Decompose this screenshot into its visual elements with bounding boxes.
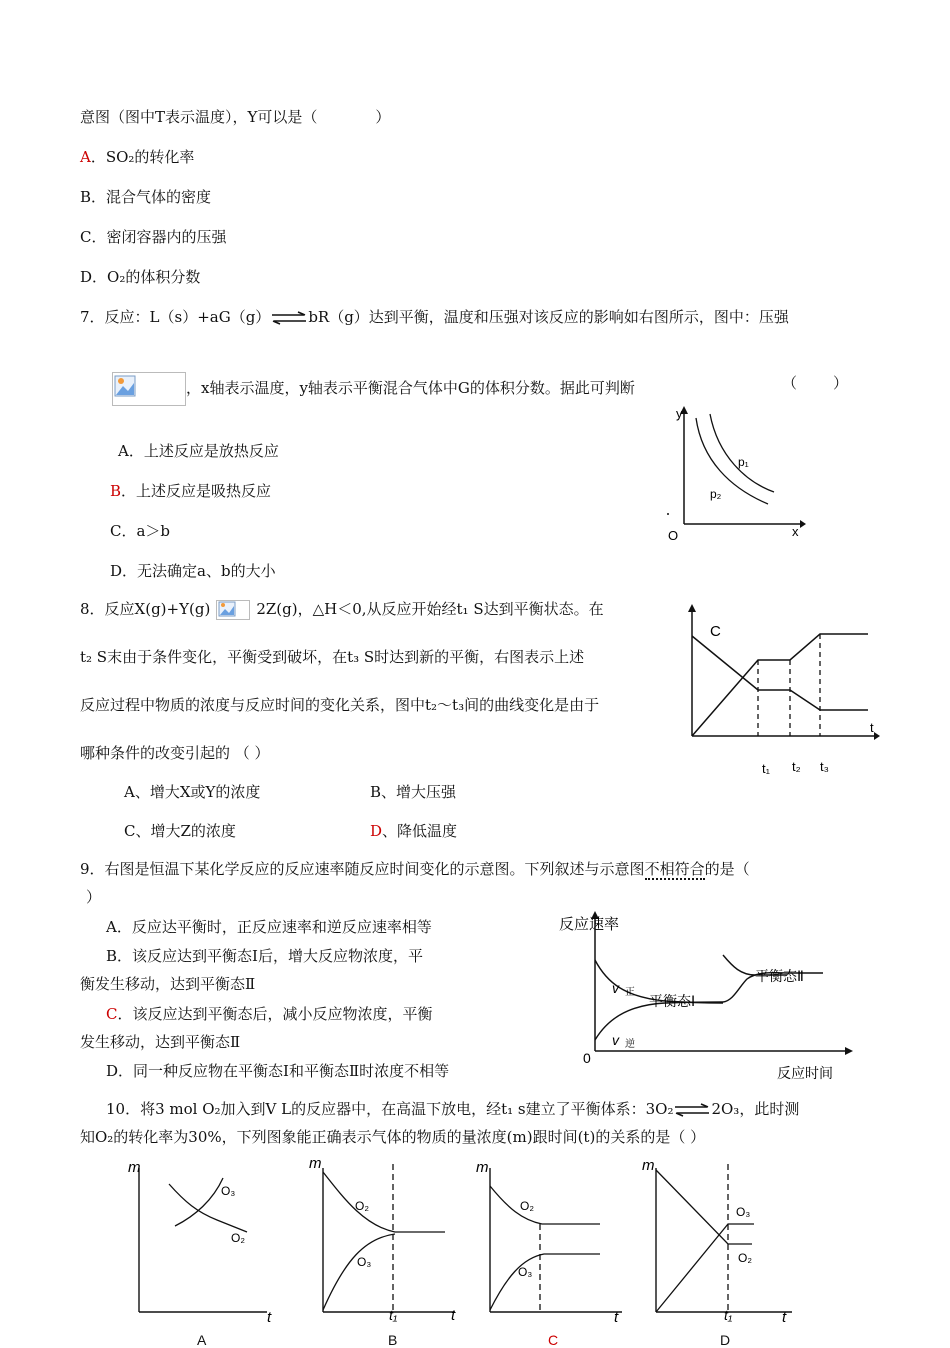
q10-b-y-label: m xyxy=(309,1155,322,1172)
q8-t1-label: t₁ xyxy=(762,761,770,776)
q10-graph-a[interactable] xyxy=(125,1150,275,1334)
q10-d-series-1: O₃ xyxy=(736,1205,751,1219)
q10-a-y-label: m xyxy=(128,1159,141,1176)
q9-v-reverse-sub: 逆 xyxy=(625,1039,635,1050)
q10-b-x-label: t xyxy=(451,1307,456,1324)
q10-c-x-label: t xyxy=(614,1309,619,1326)
q9-y-label xyxy=(559,915,619,933)
q10-d-y-label: m xyxy=(642,1157,655,1174)
q7-answer-bracket: （ ） xyxy=(782,374,849,392)
q10-c-series-2: O₃ xyxy=(518,1265,533,1279)
q10-graph-c-letter: C xyxy=(548,1332,559,1348)
q10-graph-b-letter: B xyxy=(388,1332,398,1348)
q6-option-d[interactable]: D．O₂的体积分数 xyxy=(80,268,201,286)
q8-stem-4: 哪种条件的改变引起的 （ ） xyxy=(80,744,270,762)
q6-option-c[interactable]: C．密闭容器内的压强 xyxy=(80,228,227,246)
q10-a-series-1: O₃ xyxy=(221,1184,236,1198)
q7-stem: 7．反应：L（s）+aG（g） bR（g）达到平衡，温度和压强对该反应的影响如右图所示，图中：压强 xyxy=(80,308,789,326)
q10-a-x-label: t xyxy=(267,1309,272,1326)
q6-intro: 意图（图中T表示温度），Y可以是（ ） xyxy=(80,108,391,126)
q10-graph-b[interactable] xyxy=(305,1150,465,1334)
q10-b-series-2: O₃ xyxy=(357,1255,372,1269)
q10-c-series-1: O₂ xyxy=(520,1199,534,1213)
q9-option-d[interactable]: D．同一种反应物在平衡态Ⅰ和平衡态Ⅱ时浓度不相等 xyxy=(106,1062,450,1080)
q8-stem-3: 反应过程中物质的浓度与反应时间的变化关系，图中t₂～t₃间的曲线变化是由于 xyxy=(80,696,600,714)
q6-option-a[interactable]: A．SO₂的转化率 xyxy=(80,148,195,166)
equilibrium-arrow-icon xyxy=(270,311,308,325)
q9-option-c-cont: 发生移动，达到平衡态Ⅱ xyxy=(80,1033,241,1051)
q7-graph xyxy=(660,400,810,549)
q7-y-label: y xyxy=(676,406,683,421)
q9-graph xyxy=(555,905,875,1089)
q8-option-d[interactable]: D、降低温度 xyxy=(370,822,458,840)
q9-origin-label: 0 xyxy=(583,1050,591,1066)
q10-graph-c[interactable] xyxy=(472,1150,632,1334)
q10-stem-2: 知O₂的转化率为30%，下列图象能正确表示气体的物质的量浓度(m)跟时间(t)的关系的是（ ） xyxy=(80,1128,706,1146)
q8-t3-label: t₃ xyxy=(820,759,829,774)
q9-stem-end: ） xyxy=(86,888,102,906)
svg-text:反应速率: 反应速率 xyxy=(559,916,620,933)
q7-option-c[interactable]: C．a＞b xyxy=(110,522,171,540)
q9-option-c[interactable]: C．该反应达到平衡态后，减小反应物浓度，平衡 xyxy=(106,1005,433,1023)
q9-option-b[interactable]: B．该反应达到平衡态Ⅰ后，增大反应物浓度，平 xyxy=(106,947,423,965)
broken-image-icon xyxy=(112,372,186,406)
q10-graph-a-letter: A xyxy=(197,1332,207,1348)
q8-x-label: t xyxy=(870,720,874,735)
q8-option-a[interactable]: A、增大X或Y的浓度 xyxy=(124,783,261,801)
q10-d-t1-label: t₁ xyxy=(724,1307,733,1323)
q8-t2-label: t₂ xyxy=(792,759,801,774)
broken-image-icon xyxy=(216,600,250,620)
q7-stem-2: ，x轴表示温度，y轴表示平衡混合气体中G的体积分数。据此可判断 xyxy=(112,372,635,406)
q10-b-series-1: O₂ xyxy=(355,1199,369,1213)
q8-option-c[interactable]: C、增大Z的浓度 xyxy=(124,822,236,840)
q8-y-label: C xyxy=(710,623,721,640)
q9-v-reverse: v xyxy=(612,1032,619,1048)
q9-v-forward-sub: 正 xyxy=(625,987,635,998)
q7-option-a[interactable]: A．上述反应是放热反应 xyxy=(118,442,279,460)
q9-option-a[interactable]: A．反应达平衡时，正反应速率和逆反应速率相等 xyxy=(106,918,432,936)
q9-state-2: 平衡态Ⅱ xyxy=(755,968,804,984)
q8-graph xyxy=(680,598,885,782)
q6-option-b[interactable]: B．混合气体的密度 xyxy=(80,188,212,206)
q9-stem: 9．右图是恒温下某化学反应的反应速率随反应时间变化的示意图。下列叙述与示意图不相符合的是（ xyxy=(80,860,750,878)
q10-d-x-label: t xyxy=(782,1309,787,1326)
q7-curve-p1: p₁ xyxy=(738,455,749,469)
q10-b-t1-label: t₁ xyxy=(389,1307,398,1323)
q7-option-b[interactable]: B．上述反应是吸热反应 xyxy=(110,482,272,500)
q10-graph-d[interactable] xyxy=(640,1150,800,1334)
q8-stem-2: t₂ S末由于条件变化，平衡受到破坏，在t₃ S时达到新的平衡，右图表示上述 xyxy=(80,648,585,666)
q9-state-1: 平衡态Ⅰ xyxy=(649,993,696,1009)
q10-graph-d-letter: D xyxy=(720,1332,731,1348)
q10-c-y-label: m xyxy=(476,1159,489,1176)
q9-option-b-cont: 衡发生移动，达到平衡态Ⅱ xyxy=(80,975,256,993)
q9-v-forward: v xyxy=(612,980,619,996)
equilibrium-arrow-icon xyxy=(673,1103,711,1117)
q10-stem-1: 10．将3 mol O₂加入到V L的反应器中，在高温下放电，经t₁ s建立了平衡体系：3O₂ 2O₃，此时测 xyxy=(106,1100,800,1118)
q7-x-label: x xyxy=(792,524,799,539)
q9-x-label: 反应时间 xyxy=(777,1065,833,1081)
q10-d-series-2: O₂ xyxy=(738,1251,752,1265)
q7-option-d[interactable]: D．无法确定a、b的大小 xyxy=(110,562,276,580)
q7-origin-label: O xyxy=(668,528,679,543)
q8-option-b[interactable]: B、增大压强 xyxy=(370,783,457,801)
q10-a-series-2: O₂ xyxy=(231,1231,245,1245)
q7-curve-p2: p₂ xyxy=(710,487,722,501)
q8-stem-1: 8．反应X(g)+Y(g) 2Z(g)，△H＜0,从反应开始经t₁ S达到平衡状态。在 xyxy=(80,600,604,618)
